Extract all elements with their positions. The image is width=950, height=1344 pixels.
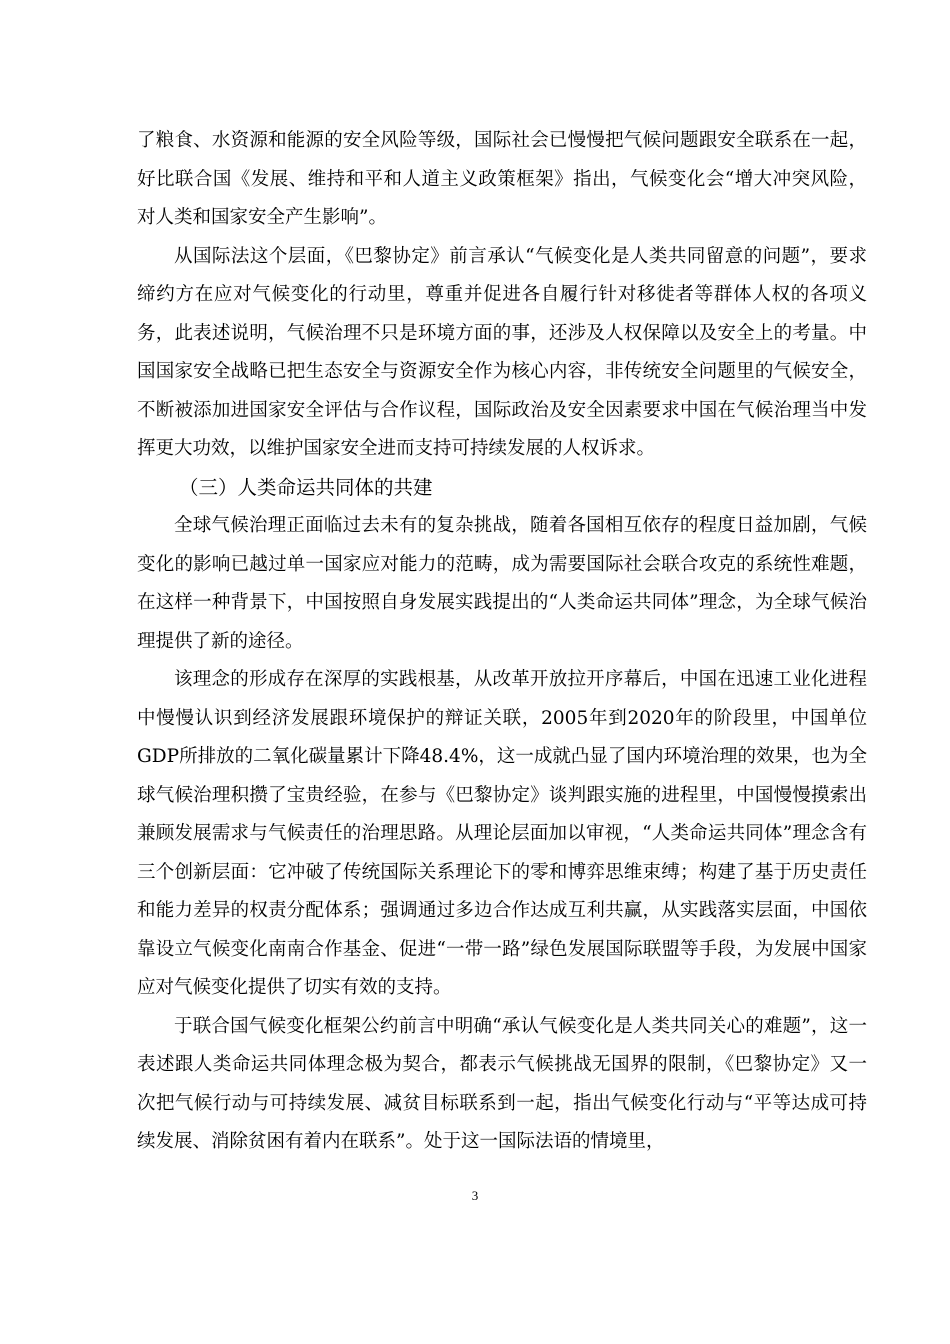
paragraph-continued: 了粮食、水资源和能源的安全风险等级，国际社会已慢慢把气候问题跟安全联系在一起，好比联合国《发展、维持和平和人道主义政策框架》指出，气候变化会“增大冲突风险，对人类和国家安全产生影响”。 (137, 130, 867, 228)
paragraph-global-governance: 全球气候治理正面临过去未有的复杂挑战，随着各国相互依存的程度日益加剧，气候变化的影响已越过单一国家应对能力的范畴，成为需要国际社会联合攻克的系统性难题，在这样一种背景下，中国按照自身发展实践提出的“人类命运共同体”理念，为全球气候治理提供了新的途径。 (137, 515, 867, 652)
paragraph-unfccc-preamble: 于联合国气候变化框架公约前言中明确“承认气候变化是人类共同关心的难题”，这一表述跟人类命运共同体理念极为契合，都表示气候挑战无国界的限制，《巴黎协定》又一次把气候行动与可持续发展、减贫目标联系到一起，指出气候变化行动与“平等达成可持续发展、消除贫困有着内在联系”。处于这一国际法语的情境里， (137, 1015, 867, 1152)
body-text (137, 122, 867, 1162)
page-number: 3 (471, 1188, 479, 1203)
paragraph-international-law: 从国际法这个层面，《巴黎协定》前言承认“气候变化是人类共同留意的问题”，要求缔约方在应对气候变化的行动里，尊重并促进各自履行针对移徙者等群体人权的各项义务，此表述说明，气候治理不只是环境方面的事，还涉及人权保障以及安全上的考量。中国国家安全战略已把生态安全与资源安全作为核心内容，非传统安全问题里的气候安全，不断被添加进国家安全评估与合作议程，国际政治及安全因素要求中国在气候治理当中发挥更大功效，以维护国家安全进而支持可持续发展的人权诉求。 (137, 245, 867, 459)
section-heading: （三）人类命运共同体的共建 (179, 475, 433, 499)
paragraph-practice-basis: 该理念的形成存在深厚的实践根基，从改革开放拉开序幕后，中国在迅速工业化进程中慢慢认识到经济发展跟环境保护的辩证关联，2005年到2020年的阶段里，中国单位GDP所排放的二氧化碳量累计下降48.4%，这一成就凸显了国内环境治理的效果，也为全球气候治理积攒了宝贵经验，在参与《巴黎协定》谈判跟实施的进程里，中国慢慢摸索出兼顾发展需求与气候责任的治理思路。从理论层面加以审视，“人类命运共同体”理念含有三个创新层面：它冲破了传统国际关系理论下的零和博弈思维束缚；构建了基于历史责任和能力差异的权责分配体系；强调通过多边合作达成互利共赢，从实践落实层面，中国依靠设立气候变化南南合作基金、促进“一带一路”绿色发展国际联盟等手段，为发展中国家应对气候变化提供了切实有效的支持。 (137, 669, 867, 998)
